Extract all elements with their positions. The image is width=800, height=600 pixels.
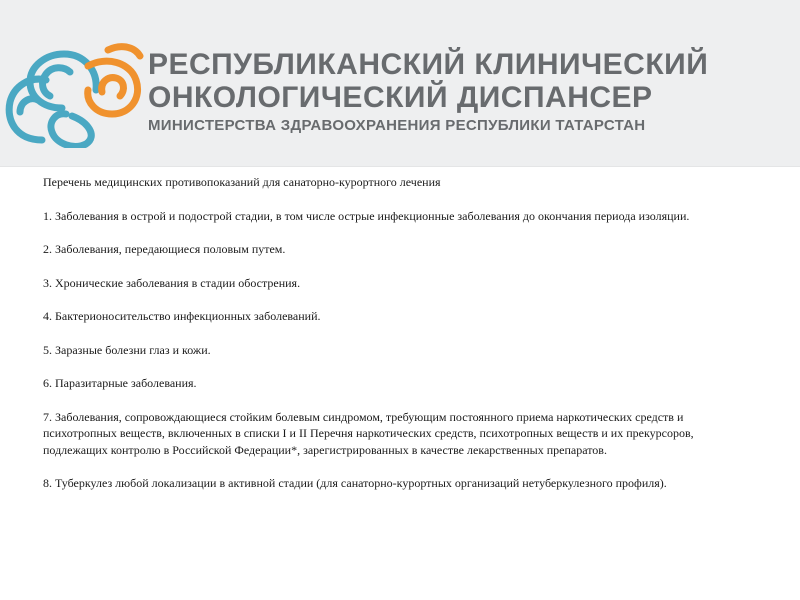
spiral-logo-icon (2, 36, 144, 148)
organization-title (148, 48, 793, 136)
list-item: 6. Паразитарные заболевания. (43, 376, 197, 390)
list-item: 8. Туберкулез любой локализации в активной стадии (для санаторно-курортных организаций нетуберкулезного профиля). (43, 476, 667, 490)
list-item: 4. Бактерионосительство инфекционных заболеваний. (43, 309, 321, 323)
header-banner (0, 0, 800, 167)
document-body (43, 174, 733, 509)
list-item: 5. Заразные болезни глаз и кожи. (43, 342, 211, 357)
document-heading: Перечень медицинских противопоказаний для санаторно-курортного лечения (43, 175, 441, 189)
org-title-line-1: РЕСПУБЛИКАНСКИЙ КЛИНИЧЕСКИЙ (148, 48, 709, 81)
list-item: 3. Хронические заболевания в стадии обострения. (43, 275, 301, 290)
org-subtitle-ministry: МИНИСТЕРСТВА ЗДРАВООХРАНЕНИЯ РЕСПУБЛИКИ ТАТАРСТАН (148, 117, 646, 134)
list-item: 2. Заболевания, передающиеся половым путем. (43, 242, 286, 256)
org-title-line-2: ОНКОЛОГИЧЕСКИЙ ДИСПАНСЕР (148, 81, 653, 114)
list-item: 7. Заболевания, сопровождающиеся стойким болевым синдромом, требующим постоянного приема наркотических средств и психотропных веществ, включенных в списки I и II Перечня наркотических средств, психотропных веществ и их прекурсоров, подлежащих контролю в Российской Федерации*, зарегистрированных в качестве лекарственных препаратов. (43, 409, 694, 457)
list-item: 1. Заболевания в острой и подострой стадии, в том числе острые инфекционные заболевания до окончания периода изоляции. (43, 208, 690, 223)
